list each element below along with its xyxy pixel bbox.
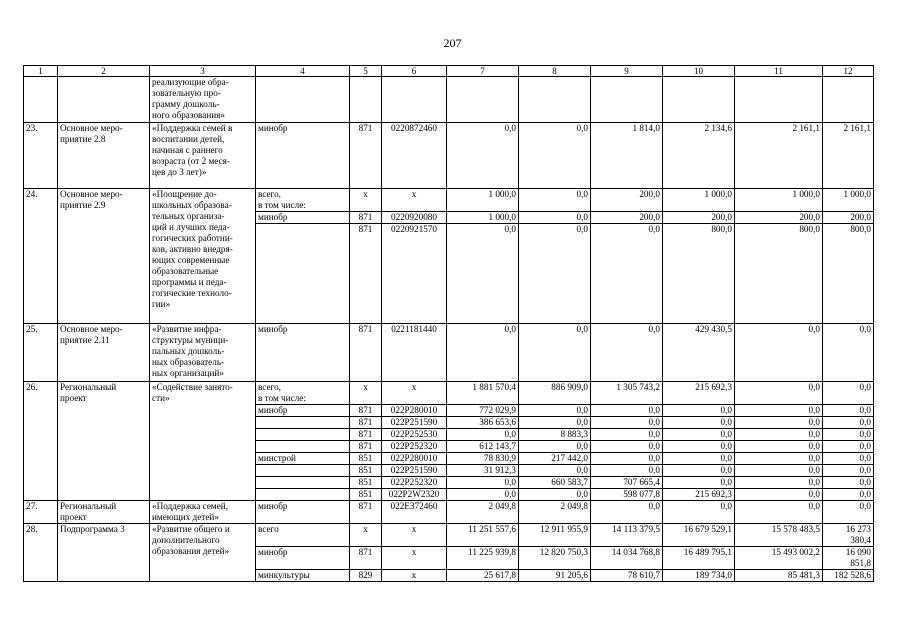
value-2019-cell: 0,0 xyxy=(447,123,519,189)
value-2019-cell: 1 000,0 xyxy=(447,189,519,212)
csr-code-cell: 022P2W2320 xyxy=(382,489,447,501)
value-2020-cell: 0,0 xyxy=(519,465,591,477)
value-2020-cell: 0,0 xyxy=(519,489,591,501)
cell xyxy=(591,77,663,123)
csr-code-cell: х xyxy=(382,382,447,405)
csr-code-cell: х xyxy=(382,547,447,570)
program-type-cell: Основное меро- приятие 2.9 xyxy=(58,189,150,324)
value-2024-cell: 16 273 380,4 xyxy=(823,524,874,547)
value-2022-cell: 200,0 xyxy=(663,212,735,224)
value-2024-cell: 0,0 xyxy=(823,429,874,441)
value-2019-cell: 0,0 xyxy=(447,477,519,489)
value-2023-cell: 0,0 xyxy=(735,501,823,524)
value-2023-cell: 0,0 xyxy=(735,417,823,429)
value-2019-cell: 386 653,6 xyxy=(447,417,519,429)
value-2019-cell: 1 000,0 xyxy=(447,212,519,224)
measure-name-cell: «Поддержка семей в воспитании детей, начиная с раннего возраста (от 2 меся- цев до 3 лет)» xyxy=(150,123,256,189)
row-number-cell: 23. xyxy=(24,123,58,189)
grbs-code-cell: х xyxy=(350,382,382,405)
value-2024-cell: 0,0 xyxy=(823,489,874,501)
table-row xyxy=(24,123,874,189)
value-2019-cell: 25 617,8 xyxy=(447,570,519,582)
value-2019-cell: 0,0 xyxy=(447,489,519,501)
value-2022-cell: 0,0 xyxy=(663,429,735,441)
executor-cell xyxy=(256,477,350,489)
cell xyxy=(382,77,447,123)
col-header: 5 xyxy=(350,66,382,77)
value-2023-cell: 0,0 xyxy=(735,405,823,417)
program-type-cell: Основное меро- приятие 2.8 xyxy=(58,123,150,189)
measure-name-cell: «Развитие общего и дополнительного образования детей» xyxy=(150,524,256,582)
executor-cell xyxy=(256,465,350,477)
csr-code-cell: 022P280010 xyxy=(382,453,447,465)
value-2020-cell: 0,0 xyxy=(519,324,591,382)
col-header: 9 xyxy=(591,66,663,77)
cell xyxy=(58,77,150,123)
value-2024-cell: 0,0 xyxy=(823,501,874,524)
value-2020-cell: 8 883,3 xyxy=(519,429,591,441)
grbs-code-cell: х xyxy=(350,524,382,547)
program-type-cell: Подпрограмма 3 xyxy=(58,524,150,582)
value-2020-cell: 12 911 955,9 xyxy=(519,524,591,547)
col-header: 4 xyxy=(256,66,350,77)
value-2019-cell: 0,0 xyxy=(447,429,519,441)
grbs-code-cell: 829 xyxy=(350,570,382,582)
value-2019-cell: 2 049,8 xyxy=(447,501,519,524)
csr-code-cell: х xyxy=(382,189,447,212)
grbs-code-cell: 871 xyxy=(350,224,382,324)
value-2024-cell: 2 161,1 xyxy=(823,123,874,189)
value-2020-cell: 0,0 xyxy=(519,123,591,189)
value-2019-cell: 11 251 557,6 xyxy=(447,524,519,547)
executor-cell: минобр xyxy=(256,212,350,224)
csr-code-cell: 022P252320 xyxy=(382,441,447,453)
cell xyxy=(519,77,591,123)
value-2024-cell: 182 528,6 xyxy=(823,570,874,582)
value-2022-cell: 16 489 795,1 xyxy=(663,547,735,570)
value-2022-cell: 1 000,0 xyxy=(663,189,735,212)
value-2023-cell: 1 000,0 xyxy=(735,189,823,212)
grbs-code-cell: 851 xyxy=(350,453,382,465)
csr-code-cell: 0220920080 xyxy=(382,212,447,224)
value-2024-cell: 0,0 xyxy=(823,441,874,453)
value-2021-cell: 707 665,4 xyxy=(591,477,663,489)
col-header: 6 xyxy=(382,66,447,77)
value-2019-cell: 0,0 xyxy=(447,224,519,324)
measure-name-cell: «Поддержка семей, имеющих детей» xyxy=(150,501,256,524)
value-2023-cell: 0,0 xyxy=(735,324,823,382)
grbs-code-cell: х xyxy=(350,189,382,212)
value-2021-cell: 200,0 xyxy=(591,212,663,224)
cell xyxy=(663,77,735,123)
csr-code-cell: 0221181440 xyxy=(382,324,447,382)
continued-row xyxy=(24,77,874,123)
value-2022-cell: 0,0 xyxy=(663,417,735,429)
program-type-cell: Региональный проект xyxy=(58,382,150,501)
grbs-code-cell: 871 xyxy=(350,405,382,417)
value-2024-cell: 0,0 xyxy=(823,382,874,405)
value-2024-cell: 0,0 xyxy=(823,477,874,489)
grbs-code-cell: 871 xyxy=(350,212,382,224)
value-2020-cell: 91 205,6 xyxy=(519,570,591,582)
value-2022-cell: 215 692,3 xyxy=(663,489,735,501)
col-header: 8 xyxy=(519,66,591,77)
value-2022-cell: 0,0 xyxy=(663,441,735,453)
value-2023-cell: 0,0 xyxy=(735,489,823,501)
value-2021-cell: 1 814,0 xyxy=(591,123,663,189)
value-2021-cell: 598 077,8 xyxy=(591,489,663,501)
grbs-code-cell: 871 xyxy=(350,123,382,189)
value-2020-cell: 0,0 xyxy=(519,212,591,224)
executor-cell: всего, в том числе: xyxy=(256,189,350,212)
program-type-cell: Региональный проект xyxy=(58,501,150,524)
value-2023-cell: 0,0 xyxy=(735,441,823,453)
csr-code-cell: 022P252320 xyxy=(382,477,447,489)
value-2020-cell: 217 442,0 xyxy=(519,453,591,465)
table-row xyxy=(24,382,874,405)
value-2022-cell: 0,0 xyxy=(663,405,735,417)
value-2021-cell: 0,0 xyxy=(591,501,663,524)
value-2022-cell: 2 134,6 xyxy=(663,123,735,189)
value-2022-cell: 189 734,0 xyxy=(663,570,735,582)
cell xyxy=(735,77,823,123)
row-number-cell: 25. xyxy=(24,324,58,382)
table-row xyxy=(24,189,874,212)
grbs-code-cell: 871 xyxy=(350,417,382,429)
cell xyxy=(447,77,519,123)
row-number-cell: 28. xyxy=(24,524,58,582)
page-number: 207 xyxy=(443,36,462,50)
col-header: 7 xyxy=(447,66,519,77)
executor-cell: минкультуры xyxy=(256,570,350,582)
csr-code-cell: 0220921570 xyxy=(382,224,447,324)
value-2021-cell: 0,0 xyxy=(591,465,663,477)
executor-cell: всего, в том числе: xyxy=(256,382,350,405)
value-2019-cell: 1 881 570,4 xyxy=(447,382,519,405)
col-header: 1 xyxy=(24,66,58,77)
cell xyxy=(24,77,58,123)
value-2021-cell: 14 113 379,5 xyxy=(591,524,663,547)
table-row xyxy=(24,324,874,382)
executor-cell: минобр xyxy=(256,123,350,189)
value-2020-cell: 12 820 750,3 xyxy=(519,547,591,570)
col-header: 12 xyxy=(823,66,874,77)
value-2024-cell: 800,0 xyxy=(823,224,874,324)
value-2024-cell: 16 090 851,8 xyxy=(823,547,874,570)
grbs-code-cell: 871 xyxy=(350,547,382,570)
executor-cell: минобр xyxy=(256,405,350,417)
value-2020-cell: 0,0 xyxy=(519,417,591,429)
value-2020-cell: 0,0 xyxy=(519,189,591,212)
value-2021-cell: 0,0 xyxy=(591,453,663,465)
value-2020-cell: 2 049,8 xyxy=(519,501,591,524)
col-header: 3 xyxy=(150,66,256,77)
value-2019-cell: 78 830,9 xyxy=(447,453,519,465)
grbs-code-cell: 871 xyxy=(350,441,382,453)
value-2020-cell: 886 909,0 xyxy=(519,382,591,405)
csr-code-cell: 022E372460 xyxy=(382,501,447,524)
value-2023-cell: 0,0 xyxy=(735,465,823,477)
row-number-cell: 24. xyxy=(24,189,58,324)
measure-name-cell: «Поощрение до- школьных образова- тельных организа- ций и лучших педа- гогических работни- ков, активно внедря- ющих современные образовательные программы и педа- гогические техноло- гии» xyxy=(150,189,256,324)
value-2023-cell: 800,0 xyxy=(735,224,823,324)
grbs-code-cell: 851 xyxy=(350,489,382,501)
value-2021-cell: 1 305 743,2 xyxy=(591,382,663,405)
value-2021-cell: 0,0 xyxy=(591,441,663,453)
executor-cell xyxy=(256,417,350,429)
executor-cell: минобр xyxy=(256,547,350,570)
csr-code-cell: х xyxy=(382,524,447,547)
value-2019-cell: 612 143,7 xyxy=(447,441,519,453)
value-2024-cell: 0,0 xyxy=(823,324,874,382)
csr-code-cell: 022P252530 xyxy=(382,429,447,441)
value-2024-cell: 200,0 xyxy=(823,212,874,224)
grbs-code-cell: 871 xyxy=(350,429,382,441)
grbs-code-cell: 851 xyxy=(350,477,382,489)
value-2023-cell: 2 161,1 xyxy=(735,123,823,189)
value-2021-cell: 0,0 xyxy=(591,324,663,382)
measure-name-cell: реализующие обра- зовательную про- грамму дошколь- ного образования» xyxy=(150,77,256,123)
value-2022-cell: 215 692,3 xyxy=(663,382,735,405)
value-2024-cell: 1 000,0 xyxy=(823,189,874,212)
grbs-code-cell: 871 xyxy=(350,501,382,524)
value-2022-cell: 800,0 xyxy=(663,224,735,324)
executor-cell: минобр xyxy=(256,324,350,382)
value-2021-cell: 0,0 xyxy=(591,417,663,429)
executor-cell xyxy=(256,224,350,324)
value-2021-cell: 200,0 xyxy=(591,189,663,212)
value-2024-cell: 0,0 xyxy=(823,465,874,477)
row-number-cell: 26. xyxy=(24,382,58,501)
grbs-code-cell: 871 xyxy=(350,324,382,382)
grbs-code-cell: 851 xyxy=(350,465,382,477)
value-2023-cell: 0,0 xyxy=(735,382,823,405)
table-row xyxy=(24,501,874,524)
executor-cell: всего xyxy=(256,524,350,547)
executor-cell: минобр xyxy=(256,501,350,524)
value-2023-cell: 0,0 xyxy=(735,429,823,441)
value-2021-cell: 0,0 xyxy=(591,429,663,441)
measure-name-cell: «Содействие занято- сти» xyxy=(150,382,256,501)
value-2021-cell: 0,0 xyxy=(591,224,663,324)
value-2023-cell: 85 481,3 xyxy=(735,570,823,582)
value-2022-cell: 0,0 xyxy=(663,501,735,524)
executor-cell: минстрой xyxy=(256,453,350,465)
value-2023-cell: 0,0 xyxy=(735,477,823,489)
value-2020-cell: 0,0 xyxy=(519,405,591,417)
value-2022-cell: 16 679 529,1 xyxy=(663,524,735,547)
budget-table xyxy=(23,65,874,582)
value-2019-cell: 772 029,9 xyxy=(447,405,519,417)
csr-code-cell: 022P251590 xyxy=(382,465,447,477)
measure-name-cell: «Развитие инфра- структуры муници- пальных дошколь- ных образователь- ных организаций» xyxy=(150,324,256,382)
value-2021-cell: 78 610,7 xyxy=(591,570,663,582)
value-2019-cell: 0,0 xyxy=(447,324,519,382)
row-number-cell: 27. xyxy=(24,501,58,524)
value-2023-cell: 15 578 483,5 xyxy=(735,524,823,547)
table-row xyxy=(24,524,874,547)
executor-cell xyxy=(256,441,350,453)
col-header: 10 xyxy=(663,66,735,77)
value-2024-cell: 0,0 xyxy=(823,417,874,429)
executor-cell xyxy=(256,489,350,501)
col-header: 2 xyxy=(58,66,150,77)
column-number-row xyxy=(24,66,874,77)
value-2022-cell: 0,0 xyxy=(663,465,735,477)
value-2019-cell: 11 225 939,8 xyxy=(447,547,519,570)
csr-code-cell: 0220872460 xyxy=(382,123,447,189)
value-2023-cell: 0,0 xyxy=(735,453,823,465)
value-2024-cell: 0,0 xyxy=(823,453,874,465)
value-2020-cell: 660 583,7 xyxy=(519,477,591,489)
value-2023-cell: 15 493 002,2 xyxy=(735,547,823,570)
value-2021-cell: 14 034 768,8 xyxy=(591,547,663,570)
value-2022-cell: 0,0 xyxy=(663,477,735,489)
value-2023-cell: 200,0 xyxy=(735,212,823,224)
value-2020-cell: 0,0 xyxy=(519,224,591,324)
cell xyxy=(256,77,350,123)
csr-code-cell: 022P280010 xyxy=(382,405,447,417)
program-type-cell: Основное меро- приятие 2.11 xyxy=(58,324,150,382)
col-header: 11 xyxy=(735,66,823,77)
executor-cell xyxy=(256,429,350,441)
csr-code-cell: х xyxy=(382,570,447,582)
value-2021-cell: 0,0 xyxy=(591,405,663,417)
value-2022-cell: 429 430,5 xyxy=(663,324,735,382)
value-2024-cell: 0,0 xyxy=(823,405,874,417)
value-2022-cell: 0,0 xyxy=(663,453,735,465)
cell xyxy=(350,77,382,123)
value-2020-cell: 0,0 xyxy=(519,441,591,453)
csr-code-cell: 022P251590 xyxy=(382,417,447,429)
value-2019-cell: 31 912,3 xyxy=(447,465,519,477)
cell xyxy=(823,77,874,123)
